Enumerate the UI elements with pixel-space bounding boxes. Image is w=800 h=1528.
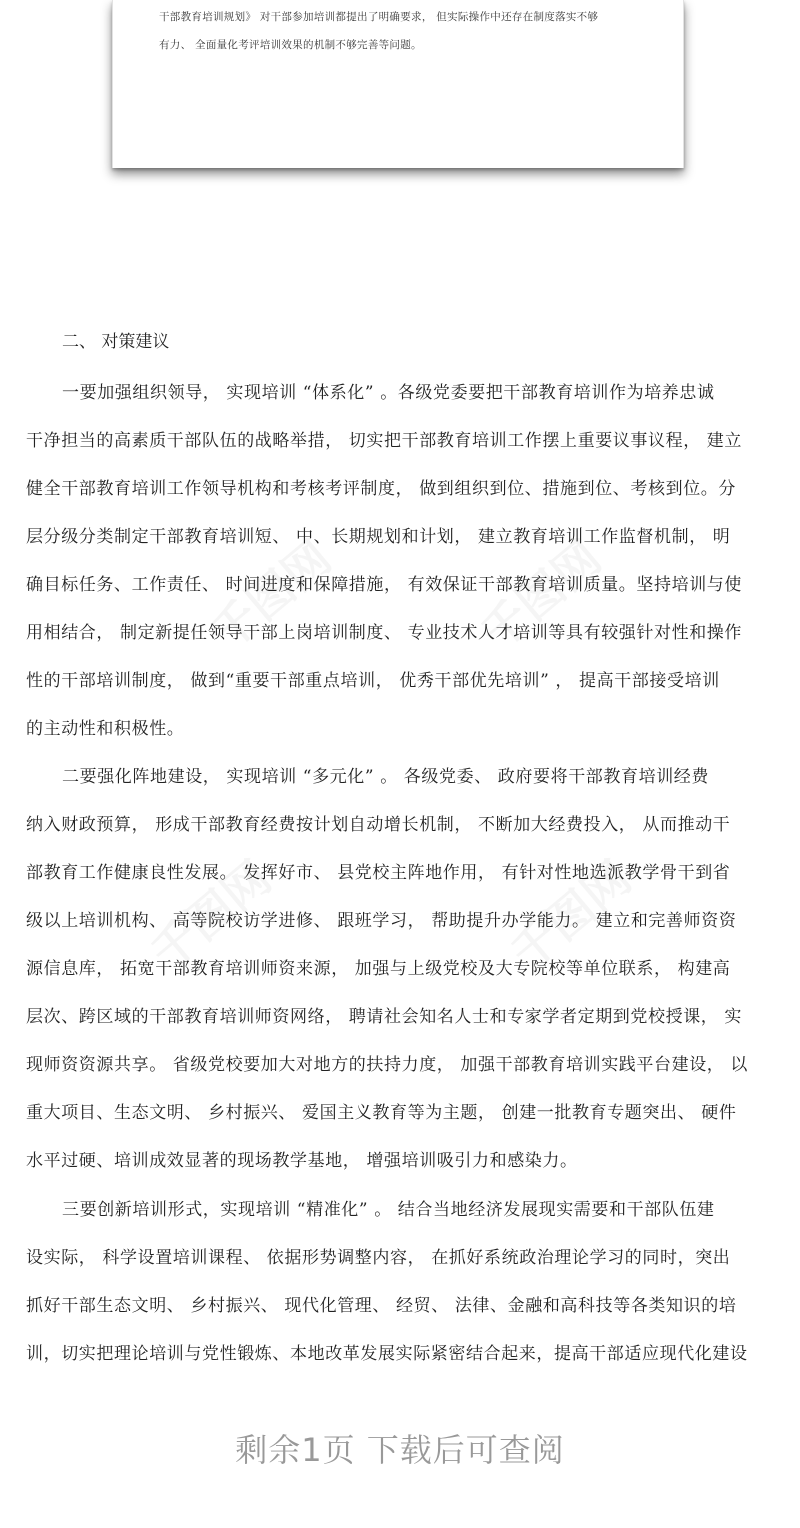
paragraph-line: 重大项目、生态文明、 乡村振兴、 爱国主义教育等为主题， 创建一批教育专题突出、 硬件	[26, 1103, 737, 1123]
watermark-3: 千图网	[140, 850, 282, 981]
paragraph-2	[26, 765, 776, 1175]
paragraph-line: 设实际， 科学设置培训课程、 依据形势调整内容， 在抓好系统政治理论学习的同时，突出	[26, 1248, 731, 1268]
paragraph-line: 纳入财政预算， 形成干部教育经费按计划自动增长机制， 不断加大经费投入， 从而推动干	[26, 815, 731, 835]
paragraph-line: 二要强化阵地建设， 实现培训 “多元化” 。 各级党委、 政府要将干部教育培训经费	[62, 767, 709, 787]
watermark-4: 千图网	[500, 850, 642, 981]
paragraph-line: 现师资资源共享。 省级党校要加大对地方的扶持力度， 加强干部教育培训实践平台建设， 以	[26, 1055, 749, 1075]
watermark-2: 千图网	[470, 530, 612, 661]
paragraph-3	[26, 1198, 776, 1378]
paragraph-1	[26, 381, 776, 741]
previous-page-card	[112, 0, 684, 168]
paragraph-line: 水平过硬、培训成效显著的现场教学基地， 增强培训吸引力和感染力。	[26, 1151, 578, 1171]
paragraph-line: 健全干部教育培训工作领导机构和考核考评制度， 做到组织到位、措施到位、考核到位。分	[26, 479, 737, 499]
paragraph-line: 的主动性和积极性。	[26, 719, 185, 739]
paragraph-line: 干净担当的高素质干部队伍的战略举措， 切实把干部教育培训工作摆上重要议事议程， 建立	[26, 431, 743, 451]
paragraph-line: 抓好干部生态文明、 乡村振兴、 现代化管理、 经贸、 法律、金融和高科技等各类知识的培	[26, 1296, 737, 1316]
section-heading: 二、 对策建议	[62, 332, 170, 352]
paragraph-line: 部教育工作健康良性发展。 发挥好市、 县党校主阵地作用， 有针对性地选派教学骨干到省	[26, 863, 731, 883]
paragraph-line: 三要创新培训形式，实现培训 “精准化” 。 结合当地经济发展现实需要和干部队伍建	[62, 1200, 715, 1220]
paragraph-line: 层次、跨区域的干部教育培训师资网络， 聘请社会知名人士和专家学者定期到党校授课， 实	[26, 1007, 743, 1027]
paragraph-line: 训，切实把理论培训与党性锻炼、本地改革发展实际紧密结合起来，提高干部适应现代化建设	[26, 1344, 748, 1364]
paragraph-line: 层分级分类制定干部教育培训短、 中、长期规划和计划， 建立教育培训工作监督机制， 明	[26, 527, 731, 547]
paragraph-line: 级以上培训机构、 高等院校访学进修、 跟班学习， 帮助提升办学能力。 建立和完善师资资	[26, 911, 737, 931]
card-text-line-1: 干部教育培训规划》 对干部参加培训都提出了明确要求， 但实际操作中还存在制度落实不够	[159, 11, 599, 23]
card-text-line-2: 有力、 全面量化考评培训效果的机制不够完善等问题。	[159, 39, 422, 51]
paragraph-line: 确目标任务、工作责任、 时间进度和保障措施， 有效保证干部教育培训质量。坚持培训与使	[26, 575, 743, 595]
paragraph-line: 源信息库， 拓宽干部教育培训师资来源， 加强与上级党校及大专院校等单位联系， 构建高	[26, 959, 731, 979]
remaining-pages-note[interactable]: 剩余1页 下载后可查阅	[235, 1431, 565, 1469]
paragraph-line: 性的干部培训制度， 做到“重要干部重点培训， 优秀干部优先培训” ， 提高干部接受培训	[26, 671, 720, 691]
watermark-1: 千图网	[200, 530, 342, 661]
paragraph-line: 用相结合， 制定新提任领导干部上岗培训制度、 专业技术人才培训等具有较强针对性和操作	[26, 623, 743, 643]
paragraph-line: 一要加强组织领导， 实现培训 “体系化” 。各级党委要把干部教育培训作为培养忠诚	[62, 383, 715, 403]
